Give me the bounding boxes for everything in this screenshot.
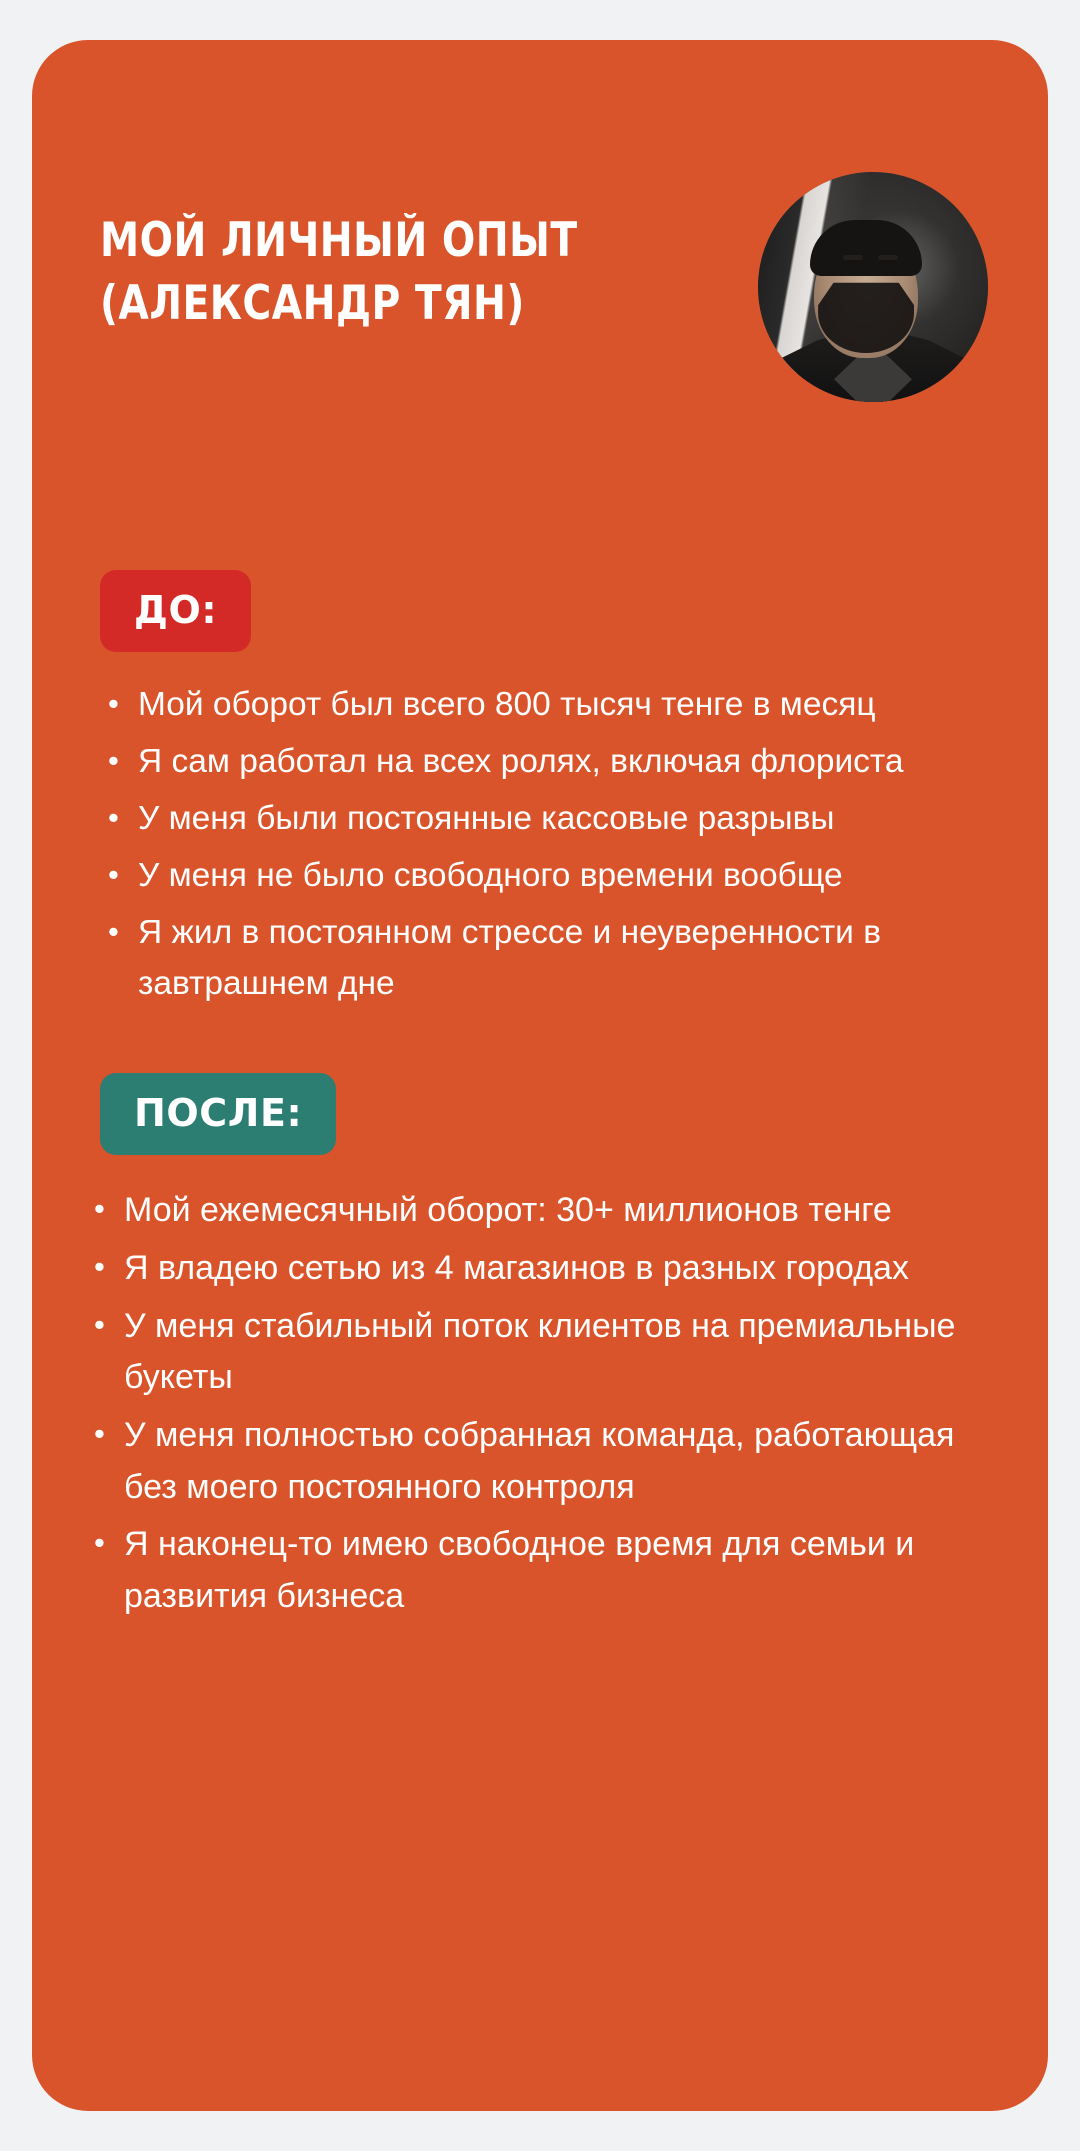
- list-item: • Я жил в постоянном стрессе и неуверенности в завтрашнем дне: [100, 908, 980, 1010]
- after-list: [86, 1185, 980, 1622]
- card-header: [100, 40, 980, 460]
- list-item: • Мой ежемесячный оборот: 30+ миллионов тенге: [86, 1185, 980, 1237]
- before-list: [100, 680, 980, 1009]
- status-badge-before: ДО:: [100, 570, 251, 652]
- status-badge-after: ПОСЛЕ:: [100, 1073, 336, 1155]
- avatar-eye-right: [878, 255, 898, 260]
- avatar-eye-left: [843, 255, 863, 260]
- list-item: • Мой оборот был всего 800 тысяч тенге в месяц: [100, 680, 980, 731]
- list-item: • Я сам работал на всех ролях, включая флориста: [100, 737, 980, 788]
- list-item: • У меня не было свободного времени вообще: [100, 851, 980, 902]
- avatar-beard: [818, 273, 914, 353]
- list-item: • Я владею сетью из 4 магазинов в разных городах: [86, 1243, 980, 1295]
- page-title: [100, 210, 695, 335]
- page-title-line-1: МОЙ ЛИЧНЫЙ ОПЫТ: [100, 213, 578, 268]
- avatar: [758, 172, 988, 402]
- list-item: • Я наконец-то имею свободное время для семьи и развития бизнеса: [86, 1519, 980, 1622]
- page-title-line-2: (АЛЕКСАНДР ТЯН): [100, 275, 525, 331]
- list-item: • У меня стабильный поток клиентов на премиальные букеты: [86, 1301, 980, 1404]
- list-item: • У меня были постоянные кассовые разрывы: [100, 794, 980, 845]
- experience-card: [32, 40, 1048, 2111]
- list-item: • У меня полностью собранная команда, работающая без моего постоянного контроля: [86, 1410, 980, 1513]
